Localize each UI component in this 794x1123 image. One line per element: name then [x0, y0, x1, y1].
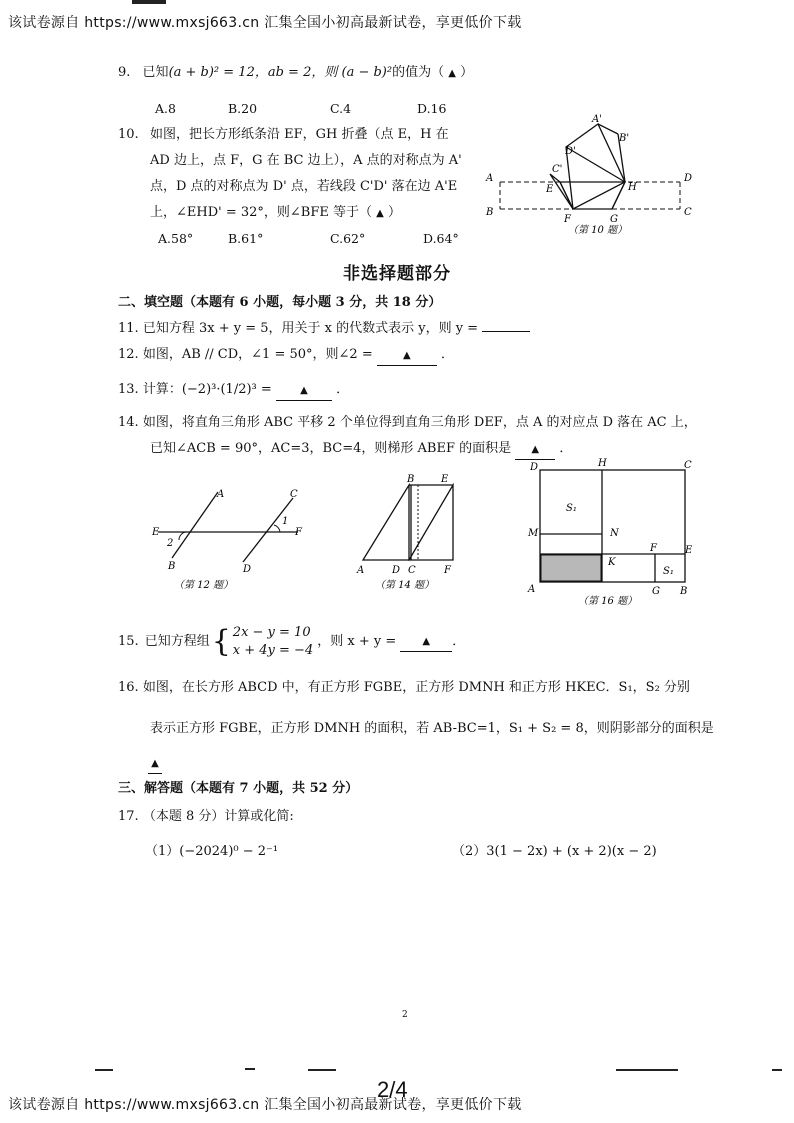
fig10-label-c: C: [684, 207, 692, 218]
bottom-banner: 该试卷源自 https://www.mxsj663.cn 汇集全国小初高最新试卷，享更低价下载: [8, 1097, 522, 1113]
q12-tail: ．: [441, 347, 455, 362]
fig10-label-e: E: [546, 184, 554, 195]
q14-number: 14.: [118, 415, 139, 430]
top-banner: 该试卷源自 https://www.mxsj663.cn 汇集全国小初高最新试卷，享更低价下载: [8, 15, 522, 31]
fig14-label-b: B: [407, 474, 415, 485]
q10-line-2: AD 边上，点 F，G 在 BC 边上），A 点的对称点为 A': [150, 153, 462, 168]
small-page-number: 2: [402, 1010, 408, 1020]
fig10-label-a1: A': [592, 114, 602, 125]
q13-answer-blank: [276, 381, 332, 401]
q10-line-4-tail: ）: [388, 205, 402, 220]
q17-number: 17.: [118, 809, 139, 824]
q9-option-d: D.16: [417, 101, 447, 116]
fig16-label-m: M: [528, 528, 539, 539]
question-12: [118, 346, 454, 366]
q17-sub-2: （2）3(1 − 2x) + (x + 2)(x − 2): [452, 844, 657, 859]
q12-text: 如图，AB // CD，∠1 = 50°，则∠2 =: [142, 347, 373, 362]
q11-answer-blank: [482, 331, 530, 332]
q17-text: （本题 8 分）计算或化简:: [142, 809, 294, 824]
q17-sub-1: （1）(−2024)⁰ − 2⁻¹: [145, 844, 279, 859]
q16-answer-blank: [148, 754, 162, 774]
fig16-label-n: N: [610, 528, 619, 539]
q16-line1-text: 如图，在长方形 ABCD 中，有正方形 FGBE，正方形 DMNH 和正方形 HKEC．S₁，S₂ 分别: [142, 680, 690, 695]
part3-title: 三、解答题（本题有 7 小题，共 52 分）: [118, 781, 359, 796]
answer-marker: ▲: [151, 758, 159, 769]
q14-tail: ．: [559, 441, 573, 456]
figure-12: [140, 480, 315, 595]
q10-option-d: D.64°: [423, 231, 459, 246]
q9-text-a: 已知: [142, 65, 169, 80]
q16-blank: [148, 754, 162, 774]
fig12-label-1: 1: [282, 516, 289, 527]
fig14-caption: （第 14 题）: [375, 580, 435, 591]
q14-line-1: [118, 414, 697, 432]
fig16-label-e: E: [685, 545, 693, 556]
q15-eq2: x + 4y = −4: [232, 643, 314, 658]
top-edge-mark: [132, 0, 166, 4]
fig12-label-2: 2: [167, 538, 174, 549]
q12-answer-blank: [377, 346, 437, 366]
question-17: [118, 808, 294, 826]
fig12-caption: （第 12 题）: [174, 580, 234, 591]
fig10-label-f: F: [564, 214, 571, 225]
q15-system: [233, 624, 313, 660]
q13-tail: ．: [336, 382, 350, 397]
q13-number: 13.: [118, 382, 139, 397]
q10-number: 10.: [118, 127, 139, 142]
q11-text: 已知方程 3x + y = 5，用关于 x 的代数式表示 y，则 y =: [142, 321, 479, 336]
q10-option-c: C.62°: [330, 231, 366, 246]
answer-marker: ▲: [531, 444, 540, 455]
q15-eq1: 2x − y = 10: [232, 625, 311, 640]
bottom-mark: [95, 1069, 113, 1071]
fig10-label-h: H: [628, 182, 637, 193]
q9-option-c: C.4: [330, 101, 352, 116]
q9-expr2: (a − b)²: [341, 65, 393, 80]
figure-10: [480, 112, 700, 240]
q9-text-c: ）: [460, 65, 474, 80]
fig16-label-a: A: [528, 584, 536, 595]
bottom-mark: [308, 1069, 336, 1071]
page-number: 2/4: [377, 1077, 408, 1102]
q9-text-b: 的值为（: [392, 65, 445, 80]
q16-line-1: [118, 679, 690, 697]
question-9: [118, 64, 473, 83]
fig16-label-c: C: [684, 460, 692, 471]
answer-marker: ▲: [448, 68, 456, 79]
fig14-label-c: C: [408, 565, 416, 576]
fig14-label-d: D: [392, 565, 401, 576]
answer-marker: ▲: [376, 208, 384, 219]
q14-line-2: [150, 440, 572, 460]
fig10-label-b: B: [486, 207, 494, 218]
fig14-label-a: A: [357, 565, 365, 576]
q15-tail: ．: [452, 634, 466, 649]
q14-line1-text: 如图，将直角三角形 ABC 平移 2 个单位得到直角三角形 DEF，点 A 的对应点 D 落在 AC 上，: [142, 415, 697, 430]
part2-title: 二、填空题（本题有 6 小题，每小题 3 分，共 18 分）: [118, 295, 442, 310]
fig14-label-f: F: [444, 565, 451, 576]
fig10-label-g: G: [610, 214, 618, 225]
q9-number: 9.: [118, 65, 131, 80]
fig16-label-h: H: [598, 458, 607, 469]
fig16-label-k: K: [608, 557, 616, 568]
q9-expr1: (a + b)² = 12，ab = 2，则: [168, 65, 338, 80]
fig14-label-e: E: [441, 474, 449, 485]
question-13: [118, 381, 349, 401]
q10-line-3: 点，D 点的对称点为 D' 点，若线段 C'D' 落在边 A'E: [150, 179, 458, 194]
q15-answer-blank: [400, 632, 452, 652]
answer-marker: ▲: [422, 636, 431, 647]
q10-line-1: 如图，把长方形纸条沿 EF，GH 折叠（点 E，H 在: [150, 127, 449, 142]
fig16-label-f: F: [650, 543, 657, 554]
fig12-label-d: D: [243, 564, 252, 575]
fig10-label-a: A: [486, 173, 494, 184]
q9-option-b: B.20: [228, 101, 258, 116]
fig10-label-d1: D': [565, 146, 576, 157]
fig10-label-d: D: [684, 173, 693, 184]
q10-line-4-text: 上，∠EHD' = 32°，则∠BFE 等于（: [150, 205, 373, 220]
section-title-nonchoice: 非选择题部分: [343, 264, 451, 284]
fig12-label-b: B: [168, 561, 176, 572]
fig16-label-s2: S₁: [663, 566, 674, 577]
fig16-label-d: D: [530, 462, 539, 473]
q12-number: 12.: [118, 347, 139, 362]
q13-text: 计算：(−2)³·(1/2)³ =: [142, 382, 272, 397]
question-15: [118, 624, 465, 660]
bottom-mark: [616, 1069, 678, 1071]
q15-brace: {: [211, 624, 231, 659]
fig10-label-c1: C': [552, 164, 563, 175]
answer-marker: ▲: [403, 350, 411, 361]
bottom-mark: [245, 1068, 255, 1070]
q10-option-b: B.61°: [228, 231, 264, 246]
answer-marker: ▲: [300, 385, 308, 396]
q10-option-a: A.58°: [158, 231, 194, 246]
fig12-label-c: C: [290, 489, 298, 500]
fig16-label-b: B: [680, 586, 688, 597]
q14-line2-text: 已知∠ACB = 90°，AC=3，BC=4，则梯形 ABEF 的面积是: [150, 441, 512, 456]
q9-option-a: A.8: [155, 101, 176, 116]
figure-14: [345, 470, 470, 595]
fig16-caption: （第 16 题）: [578, 596, 638, 607]
bottom-mark: [772, 1069, 782, 1071]
q10-line-4: [150, 204, 401, 223]
q15-number: 15.: [118, 634, 139, 649]
fig10-label-b1: B': [619, 133, 630, 144]
fig12-label-a: A: [217, 489, 225, 500]
fig16-label-g: G: [652, 586, 660, 597]
fig10-caption: （第 10 题）: [568, 225, 628, 236]
q15-text-b: ，则 x + y =: [317, 634, 397, 649]
fig12-label-f: F: [295, 527, 302, 538]
q11-number: 11.: [118, 321, 139, 336]
question-11: [118, 320, 530, 338]
fig12-label-e: E: [152, 527, 160, 538]
figure-16: [520, 454, 710, 609]
q16-line-2: 表示正方形 FGBE，正方形 DMNH 的面积，若 AB-BC=1，S₁ + S₂ = 8，则阴影部分的面积是: [150, 721, 714, 736]
fig16-label-s1: S₁: [566, 503, 577, 514]
q15-text-a: 已知方程组: [144, 634, 210, 649]
q16-number: 16.: [118, 680, 139, 695]
